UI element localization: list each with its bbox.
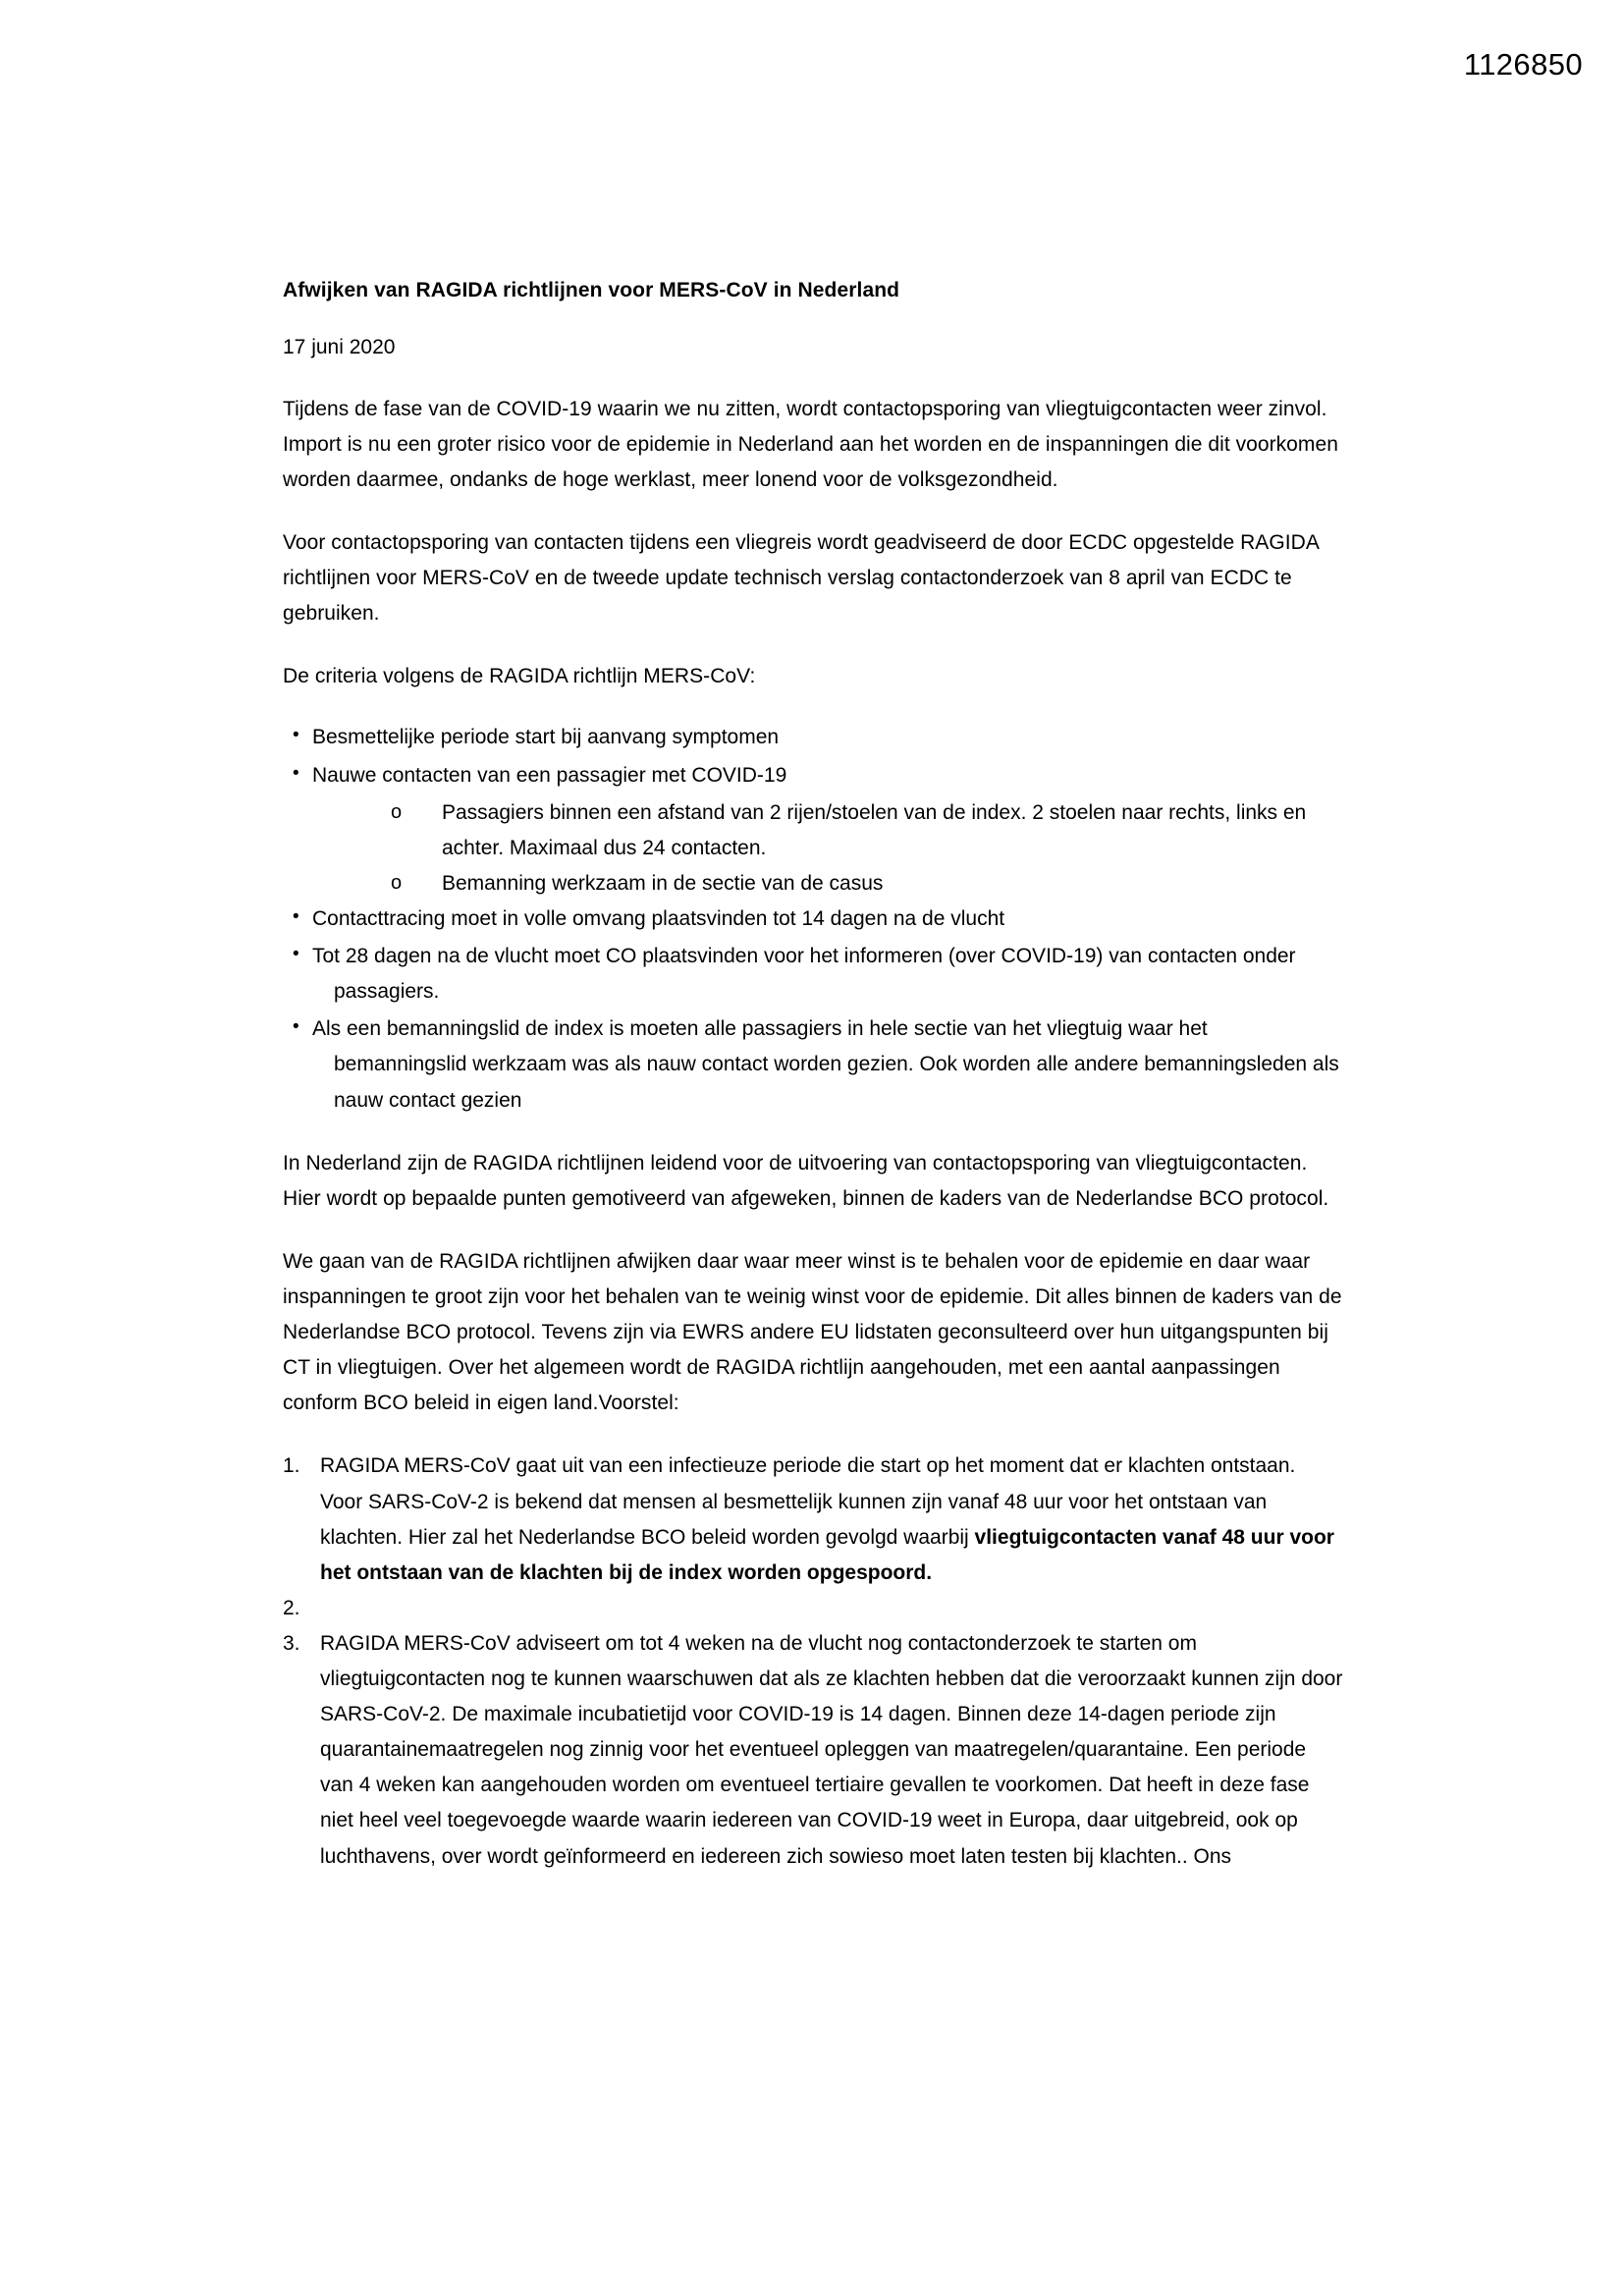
list-item-text-plain: RAGIDA MERS-CoV gaat uit van een infectieuze periode die start op het moment dat er klachten ontstaan. Voor SARS-CoV-2 is bekend dat mensen al besmettelijk kunnen zijn vanaf 48 uur voor het ontstaan van klachten. Hier zal het Nederlandse BCO beleid worden gevolgd waarbij	[320, 1454, 1296, 1549]
list-number: 2.	[283, 1596, 300, 1619]
list-item	[283, 939, 1343, 1010]
list-item	[283, 1591, 1343, 1626]
bullet-dot-icon: •	[293, 906, 299, 927]
list-item	[283, 902, 1343, 937]
list-item	[283, 720, 1343, 755]
netherlands-guidance-paragraph: In Nederland zijn de RAGIDA richtlijnen leidend voor de uitvoering van contactopsporing van vliegtuigcontacten. Hier wordt op bepaalde punten gemotiveerd van afgeweken, binnen de kaders van de Nederlandse BCO protocol.	[283, 1151, 1329, 1210]
ecdc-guidance-paragraph: Voor contactopsporing van contacten tijdens een vliegreis wordt geadviseerd de door ECDC opgestelde RAGIDA richtlijnen voor MERS-CoV en de tweede update technisch verslag contactonderzoek van 8 april van ECDC te gebruiken.	[283, 531, 1319, 626]
criteria-bullet-list	[283, 720, 1343, 1118]
list-item	[283, 1449, 1343, 1590]
bullet-dot-icon: •	[293, 1016, 299, 1038]
circle-marker-icon: o	[391, 800, 403, 823]
list-item-text: Als een bemanningslid de index is moeten alle passagiers in hele sectie van het vliegtuig waar het bemanningslid werkzaam was als nauw contact worden gezien. Ook worden alle andere bemanningsleden als nauw contact gezien	[312, 1017, 1339, 1112]
list-item-text: Bemanning werkzaam in de sectie van de casus	[442, 871, 884, 895]
list-item	[283, 1011, 1343, 1118]
bullet-dot-icon: •	[293, 944, 299, 965]
document-title: Afwijken van RAGIDA richtlijnen voor MERS-CoV in Nederland	[283, 279, 900, 301]
list-item-text	[320, 1449, 1343, 1590]
bullet-dot-icon: •	[293, 762, 299, 784]
list-item-text: Tot 28 dagen na de vlucht moet CO plaatsvinden voor het informeren (over COVID-19) van contacten onder passagiers.	[312, 945, 1296, 1004]
list-item-text: Nauwe contacten van een passagier met COVID-19	[312, 763, 787, 787]
list-number: 3.	[283, 1631, 300, 1655]
intro-paragraph: Tijdens de fase van de COVID-19 waarin we nu zitten, wordt contactopsporing van vliegtuigcontacten weer zinvol. Import is nu een groter risico voor de epidemie in Nederland aan het worden en de inspanningen die dit voorkomen worden daarmee, ondanks de hoge werklast, meer lonend voor de volksgezondheid.	[283, 397, 1338, 491]
bullet-dot-icon: •	[293, 725, 299, 746]
document-date: 17 juni 2020	[283, 336, 396, 359]
list-item	[391, 866, 1343, 902]
list-item	[283, 1626, 1343, 1875]
document-number: 1126850	[1463, 47, 1583, 82]
list-item-text: Besmettelijke periode start bij aanvang symptomen	[312, 726, 780, 749]
document-body	[283, 277, 1343, 1875]
list-item-text: RAGIDA MERS-CoV adviseert om tot 4 weken na de vlucht nog contactonderzoek te starten om vliegtuigcontacten nog te kunnen waarschuwen dat als ze klachten hebben dat die veroorzaakt kunnen zijn door SARS-CoV-2. De maximale incubatietijd voor COVID-19 is 14 dagen. Binnen deze 14-dagen periode zijn quarantainemaatregelen nog zinnig voor het eventueel opleggen van maatregelen/quarantaine. Een periode van 4 weken kan aangehouden worden om eventueel tertiaire gevallen te voorkomen. Dat heeft in deze fase niet heel veel toegevoegde waarde waarin iedereen van COVID-19 weet in Europa, daar uitgebreid, ook op luchthavens, over wordt geïnformeerd en iedereen zich sowieso moet laten testen bij klachten.. Ons	[320, 1631, 1343, 1868]
list-item	[283, 758, 1343, 793]
circle-marker-icon: o	[391, 871, 403, 894]
list-item-text: Contacttracing moet in volle omvang plaatsvinden tot 14 dagen na de vlucht	[312, 907, 1005, 930]
list-item-text: Passagiers binnen een afstand van 2 rijen/stoelen van de index. 2 stoelen naar rechts, links en achter. Maximaal dus 24 contacten.	[442, 800, 1307, 859]
deviation-rationale-paragraph: We gaan van de RAGIDA richtlijnen afwijken daar waar meer winst is te behalen voor de epidemie en daar waar inspanningen te groot zijn voor het behalen van te weinig winst voor de epidemie. Dit alles binnen de kaders van de Nederlandse BCO protocol. Tevens zijn via EWRS andere EU lidstaten geconsulteerd over hun uitgangspunten bij CT in vliegtuigen. Over het algemeen wordt de RAGIDA richtlijn aangehouden, met een aantal aanpassingen conform BCO beleid in eigen land.Voorstel:	[283, 1249, 1342, 1415]
criteria-heading-paragraph: De criteria volgens de RAGIDA richtlijn MERS-CoV:	[283, 665, 756, 688]
list-item	[391, 795, 1343, 866]
list-number: 1.	[283, 1454, 300, 1478]
proposal-numbered-list	[283, 1449, 1343, 1874]
list-item-text-emphasis: vliegtuigcontacten vanaf 48 uur voor het ontstaan van de klachten bij de index worden opgespoord.	[320, 1525, 1334, 1584]
criteria-sub-list	[283, 795, 1343, 902]
